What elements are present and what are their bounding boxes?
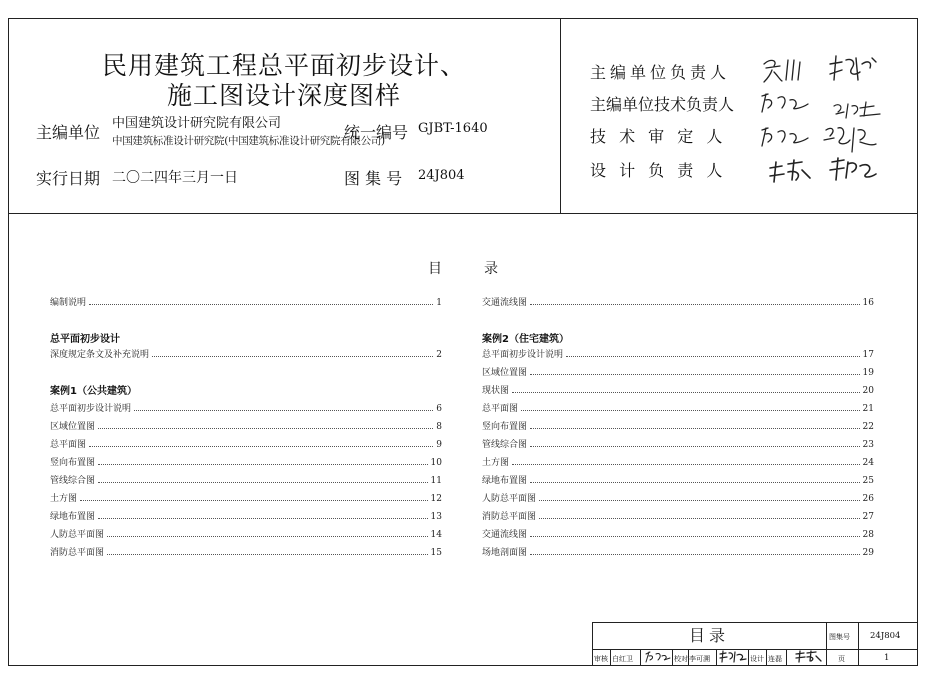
toc-entry-title: 深度规定条文及补充说明 [50,350,150,360]
toc-entry-title: 人防总平面图 [50,530,105,540]
editor-name-2: 中国建筑标准设计研究院(中国建筑标准设计研究院有限公司) [112,135,385,147]
toc-entry[interactable] [482,454,874,468]
toc-entry[interactable] [482,346,874,360]
toc-entry-title: 管线综合图 [50,476,96,486]
toc-entry[interactable] [50,490,442,504]
toc-entry[interactable] [50,436,442,450]
toc-entry[interactable] [482,418,874,432]
toc-entry[interactable] [50,418,442,432]
toc-leader-dots [512,464,860,465]
toc-entry-title: 竖向布置图 [50,458,96,468]
toc-leader-dots [89,446,433,447]
signature-1a [760,54,810,84]
toc-entry-page: 25 [862,476,874,486]
tb-review-label: 审核 [594,655,608,663]
toc-entry-page: 10 [430,458,442,468]
tb-sep-e [716,649,717,666]
toc-entry-page: 12 [430,494,442,504]
toc-leader-dots [80,500,428,501]
toc-leader-dots [107,554,428,555]
toc-leader-dots [512,392,860,393]
tb-design-name: 连磊 [768,655,782,663]
toc-entry-title: 消防总平面图 [50,548,105,558]
tb-atlas-label: 图集号 [829,633,850,641]
date-label: 实行日期 [36,169,101,188]
toc-entry-title: 总平面图 [50,440,87,450]
toc-entry[interactable] [482,294,874,308]
tb-check-signature [718,650,748,664]
toc-entry-page: 26 [862,494,874,504]
toc-leader-dots [566,356,860,357]
toc-entry-page: 21 [862,404,874,414]
toc-leader-dots [530,482,860,483]
tb-sep-a [610,649,611,666]
toc-entry[interactable] [50,508,442,522]
tb-check-name: 李可溯 [689,655,710,663]
toc-leader-dots [530,536,860,537]
toc-leader-dots [98,482,428,483]
toc-entry-title: 区域位置图 [50,422,96,432]
toc-entry-title: 土方图 [482,458,510,468]
toc-leader-dots [521,410,860,411]
signature-4b [826,156,878,184]
toc-entry-title: 人防总平面图 [482,494,537,504]
toc-entry[interactable] [482,436,874,450]
tb-sep-h [786,649,787,666]
toc-entry-page: 8 [436,422,442,432]
toc-entry-title: 总平面初步设计说明 [482,350,564,360]
tb-sep-c [672,649,673,666]
header-divider [560,18,561,214]
role-tech-reviewer: 技 术 审 定 人 [590,127,727,146]
toc-entry[interactable] [50,526,442,540]
toc-leader-dots [530,554,860,555]
toc-leader-dots [539,518,860,519]
code-value: GJBT-1640 [418,121,488,136]
atlas-value: 24J804 [418,168,465,183]
toc-entry-title: 土方图 [50,494,78,504]
toc-entry-page: 22 [862,422,874,432]
role-chief-tech: 主编单位技术负责人 [590,95,735,114]
toc-entry-page: 28 [862,530,874,540]
signature-3b [820,122,880,156]
toc-entry-title: 交通流线图 [482,298,528,308]
toc-entry[interactable] [482,400,874,414]
date-value: 二〇二四年三月一日 [112,170,238,186]
toc-entry[interactable] [482,472,874,486]
toc-leader-dots [107,536,428,537]
toc-entry-page: 29 [862,548,874,558]
toc-entry[interactable] [482,544,874,558]
toc-entry-page: 23 [862,440,874,450]
toc-entry-page: 14 [430,530,442,540]
toc-section-heading: 案例1（公共建筑） [50,386,137,397]
toc-entry[interactable] [50,294,442,308]
header [8,18,918,214]
toc-entry[interactable] [50,346,442,360]
toc-entry-title: 总平面图 [482,404,519,414]
toc-leader-dots [152,356,433,357]
toc-entry-title: 消防总平面图 [482,512,537,522]
tb-review-name: 白红卫 [612,655,633,663]
signature-2a [758,90,812,116]
title-block-title: 目录 [688,626,729,645]
toc-entry[interactable] [482,526,874,540]
toc-entry-title: 管线综合图 [482,440,528,450]
toc-entry-page: 16 [862,298,874,308]
tb-page-label: 页 [838,655,845,663]
toc-entry[interactable] [50,472,442,486]
tb-atlas-no: 24J804 [870,631,901,641]
toc-entry[interactable] [50,544,442,558]
toc-entry-page: 20 [862,386,874,396]
signature-2b [830,98,884,122]
toc-entry[interactable] [482,382,874,396]
role-chief-unit: 主编单位负责人 [590,63,731,82]
editor-name-1: 中国建筑设计研究院有限公司 [112,116,282,131]
toc-leader-dots [530,446,860,447]
toc-entry[interactable] [482,490,874,504]
tb-divider-2 [858,622,859,666]
toc-entry-title: 交通流线图 [482,530,528,540]
toc-entry-page: 1 [436,298,442,308]
toc-entry-page: 27 [862,512,874,522]
toc-entry-page: 11 [430,476,442,486]
toc-leader-dots [134,410,433,411]
toc-entry-title: 绿地布置图 [50,512,96,522]
toc-entry[interactable] [50,400,442,414]
tb-sep-b [640,649,641,666]
toc-section-heading: 总平面初步设计 [50,334,120,345]
toc-heading-right: 录 [484,261,498,277]
signature-4a [766,158,814,186]
tb-sep-g [766,649,767,666]
toc-entry-page: 6 [436,404,442,414]
toc-entry[interactable] [482,364,874,378]
tb-page-no: 1 [884,653,890,663]
tb-check-label: 校对 [674,655,688,663]
tb-design-signature [794,650,824,664]
toc-leader-dots [89,304,433,305]
toc-entry-title: 竖向布置图 [482,422,528,432]
tb-review-signature [644,650,672,664]
toc-entry-page: 15 [430,548,442,558]
tb-divider-1 [826,622,827,666]
toc-entry-page: 2 [436,350,442,360]
toc-entry-title: 绿地布置图 [482,476,528,486]
toc-leader-dots [530,374,860,375]
atlas-label: 图 集 号 [344,169,403,188]
toc-leader-dots [530,304,860,305]
toc-entry-title: 编制说明 [50,298,87,308]
atlas-title-line2: 施工图设计深度图样 [166,81,401,110]
toc-leader-dots [98,464,428,465]
role-design-lead: 设 计 负 责 人 [590,161,727,180]
toc-heading-left: 目 [428,261,442,277]
signature-3a [758,124,812,150]
toc-entry-title: 总平面初步设计说明 [50,404,132,414]
toc-leader-dots [98,518,428,519]
toc-leader-dots [98,428,433,429]
toc-entry-page: 19 [862,368,874,378]
signature-1b [826,52,882,84]
editor-label: 主编单位 [36,123,101,142]
toc-leader-dots [530,428,860,429]
toc-entry-page: 13 [430,512,442,522]
toc-entry-title: 现状图 [482,386,510,396]
toc-entry-title: 区域位置图 [482,368,528,378]
toc-entry-page: 17 [862,350,874,360]
toc-entry[interactable] [50,454,442,468]
toc-leader-dots [539,500,860,501]
toc-entry-page: 9 [436,440,442,450]
tb-sep-f [748,649,749,666]
code-label: 统一编号 [344,123,409,142]
tb-design-label: 设计 [750,655,764,663]
toc-section-heading: 案例2（住宅建筑） [482,334,569,345]
toc-entry-title: 场地剖面图 [482,548,528,558]
atlas-title-line1: 民用建筑工程总平面初步设计、 [101,51,466,80]
toc-entry-page: 24 [862,458,874,468]
toc-entry[interactable] [482,508,874,522]
